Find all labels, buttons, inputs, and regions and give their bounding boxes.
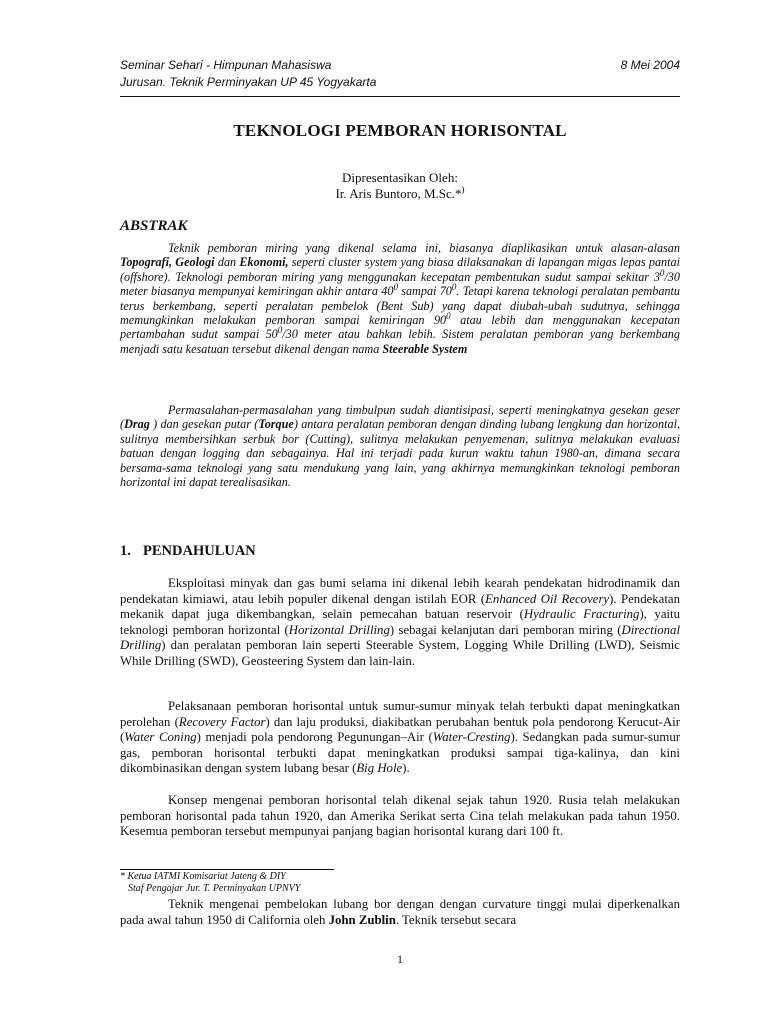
abstract-paragraph-1: Teknik pemboran miring yang dikenal selama ini, biasanya diaplikasikan untuk alasan-alasan Topografi, Geologi dan Ekonomi, seperti cluster system yang biasa dilaksanakan di lapangan migas lepas pantai (offshore). Teknologi pemboran miring yang menggunakan kecepatan pembentukan sudut sampai sekitar $3^0/30$ meter biasanya mempunyai kemiringan akhir antara $40^0$ sampai $70^0$. Tetapi karena teknologi peralatan pembantu terus berkembang, seperti peralatan pembelok (Bent Sub) yang dapat diubah-ubah sudutnya, sehingga memungkinkan melakukan pemboran sampai kemiringan $90^0$ atau lebih dan menggunakan kecepatan pertambahan sudut sampai $50^0/30$ meter atau bahkan lebih. Sistem peralatan pemboran yang berkembang menjadi satu kesatuan tersebut dikenal dengan nama Steerable System	[120, 241, 681, 356]
footnote-line-2: Staf Pengajar Jur. T. Perminyakan UPNVY	[128, 883, 301, 894]
author-name: Ir. Aris Buntoro, M.Sc.*)	[335, 184, 465, 201]
body-paragraph-3: Konsep mengenai pemboran horisontal telah dikenal sejak tahun 1920. Rusia telah melakukan pemboran horisontal pada tahun 1920, dan Amerika Serikat serta Cina telah melakukan pada tahun 1950. Kesemua pemboran tersebut mempunyai panjang bagian horisontal kurang dari 100 ft.	[120, 793, 680, 839]
header-divider	[120, 96, 680, 97]
footnote	[120, 871, 300, 895]
footnote-line-1: * Ketua IATMI Komisariat Jateng & DIY	[120, 871, 286, 882]
presented-label: Dipresentasikan Oleh:	[342, 170, 458, 185]
page-number: 1	[397, 952, 403, 966]
header-event: Seminar Sehari - Himpunan Mahasiswa	[120, 58, 332, 72]
body-paragraph-4: Teknik mengenai pembelokan lubang bor dengan dengan curvature tinggi mulai diperkenalkan pada awal tahun 1950 di California oleh John Zublin. Teknik tersebut secara	[120, 897, 680, 927]
body-paragraph-1: Eksploitasi minyak dan gas bumi selama ini dikenal lebih kearah pendekatan hidrodinamik dan pendekatan kimiawi, atau lebih populer dikenal dengan istilah EOR (Enhanced Oil Recovery). Pendekatan mekanik dapat juga dikembangkan, selain pemecahan batuan reservoir (Hydraulic Fracturing), yaitu teknologi pemboran horizontal (Horizontal Drilling) sebagai kelanjutan dari pemboran miring (Directional Drilling) dan peralatan pemboran lain seperti Steerable System, Logging While Drilling (LWD), Seismic While Drilling (SWD), Geosteering System dan lain-lain.	[120, 576, 681, 668]
section-number: 1.	[120, 543, 131, 559]
section-title: PENDAHULUAN	[143, 543, 256, 559]
section-heading-pendahuluan	[120, 543, 256, 560]
abstract-paragraph-2: Permasalahan-permasalahan yang timbulpun sudah diantisipasi, seperti meningkatnya gesekan geser (Drag ) dan gesekan putar (Torque) antara peralatan pemboran dengan dinding lubang lengkung dan horizontal, sulitnya membersihkan serbuk bor (Cutting), sulitnya melakukan penyemenan, sulitnya melakukan evaluasi batuan dengan logging dan sebagainya. Hal ini terjadi pada kurun waktu tahun 1980-an, dimana secara bersama-sama teknologi yang satu mendukung yang lain, yang akhirnya memungkinkan teknologi pemboran horizontal ini dapat terealisasikan.	[120, 403, 681, 490]
paper-page	[120, 0, 680, 1024]
footnote-divider	[120, 869, 334, 870]
paper-title: TEKNOLOGI PEMBORAN HORISONTAL	[233, 121, 567, 140]
abstract-heading: ABSTRAK	[120, 218, 188, 234]
header-date: 8 Mei 2004	[620, 58, 680, 72]
author-block	[120, 170, 680, 202]
running-header	[120, 57, 680, 91]
body-paragraph-2: Pelaksanaan pemboran horisontal untuk sumur-sumur minyak telah terbukti dapat meningkatkan perolehan (Recovery Factor) dan laju produksi, diakibatkan perubahan bentuk pola pendorong Kerucut-Air (Water Coning) menjadi pola pendorong Pegunungan–Air (Water-Cresting). Sedangkan pada sumur-sumur gas, pemboran horisontal terbukti dapat meningkatkan produksi sampai tiga-kalinya, dan kini dikombinasikan dengan system lubang besar (Big Hole).	[120, 699, 681, 776]
header-institution: Jurusan. Teknik Perminyakan UP 45 Yogyakarta	[120, 75, 377, 89]
